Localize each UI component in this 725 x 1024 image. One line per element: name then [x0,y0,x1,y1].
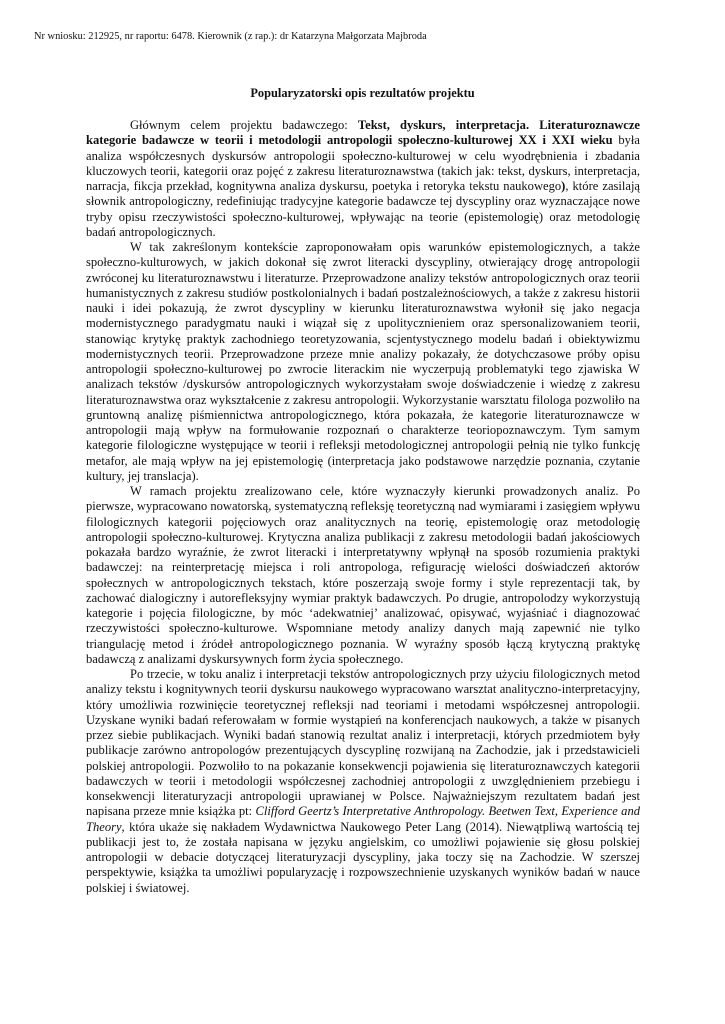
document-title: Popularyzatorski opis rezultatów projektu [250,86,475,100]
document-header: Nr wniosku: 212925, nr raportu: 6478. Kierownik (z rap.): dr Katarzyna Małgorzata Majbroda [34,31,427,42]
paragraph-1-bold-paren: ) [561,179,566,193]
project-title-bold: Tekst, dyskurs, interpretacja. Literaturoznawcze kategorie badawcze w teorii i metodologii antropologii społeczno-kulturowej XX i XXI wieku [86,118,640,148]
paragraph-1 [86,118,640,240]
paragraph-2: W tak zakreślonym kontekście zaproponowałam opis warunków epistemologicznych, a także społeczno-kulturowych, w jakich dokonał się zwrot literacki dyscypliny, otwierający drogę antropologii zwróconej ku literaturoznawstwu i literaturze. Przeprowadzone analizy tekstów antropologicznych oraz teorii humanistycznych z zakresu studiów postkolonialnych i badań postzależnościowych, a także z zakresu historii nauki i idei pokazują, że zwrot dyscypliny w kierunku literaturoznawstwa wyłonił się jako negacja modernistycznego paradygmatu nauki i wiązał się z upolitycznieniem oraz spersonalizowaniem teorii, stanowiąc krytykę praktyk zachodniego teoretyzowania, scjentystycznego modelu badań i obiektywizmu modernistycznych teorii. Przeprowadzone przeze mnie analizy pokazały, że dotychczasowe próby opisu antropologii społeczno-kulturowej po zwrocie literackim nie wyczerpują problematyki tego zjawiska W analizach tekstów /dyskursów antropologicznych wykorzystałam swoje doświadczenie i wiedzę z zakresu literaturoznawstwa oraz wykształcenie z zakresu antropologii. Wykorzystanie warsztatu filologa pozwoliło na gruntowną analizę piśmiennictwa antropologicznego, która pokazała, że kategorie literaturoznawcze w antropologii mają wpływ na formułowanie rozpoznań o charakterze teoriopoznawczym. Tym samym kategorie filologiczne występujące w teorii i refleksji metodologicznej antropologii pełnią nie tylko funkcję metafor, ale mają wpływ na jej epistemologię (interpretacja jako podstawowe narzędzie poznania, czytanie kultury, jej translacja). [86,240,640,483]
book-title-italic: Clifford Geertz’s Interpretative Anthropology. Beetwen Text, Experience and Theory [86,804,640,834]
paragraph-1-text: była analiza współczesnych dyskursów antropologii społeczno-kulturowej w celu wyodrębnienia i zbadania kluczowych teorii, kategorii oraz pojęć z zakresu literaturoznawstwa (takich jak: tekst, dyskurs, interpretacja, narracja, fikcja przekład, kognitywna analiza dyskursu, poetyka i retoryka tekstu naukowego [86,133,640,193]
paragraph-4 [86,667,640,896]
paragraph-3: W ramach projektu zrealizowano cele, które wyznaczyły kierunki prowadzonych analiz. Po pierwsze, wypracowano nowatorską, systematyczną refleksję teoretyczną nad wymiarami i zasięgiem wpływu filologicznych kategorii pojęciowych oraz analitycznych na teorię, epistemologię oraz metodologię antropologii społeczno-kulturowej. Krytyczna analiza publikacji z zakresu metodologii badań jakościowych pokazała bardzo wyraźnie, że zwrot literacki i interpretatywny wpłynął na sposób rozumienia praktyki badawczej: na reinterpretację miejsca i roli antropologa, refigurację wielości doświadczeń aktorów społecznych w antropologicznych tekstach, które poszerzają swoje formy i style reprezentacji tak, by zachować dialogiczny i autorefleksyjny wymiar praktyk badawczych. Po drugie, antropolodzy wykorzystują kategorie i pojęcia filologiczne, by móc ‘adekwatniej’ analizować, opisywać, wyjaśniać i diagnozować rzeczywistości społeczno-kulturowe. Wspomniane metody analizy danych mają zapewnić nie tylko triangulację metod i źródeł antropologicznego poznania. W wyraźny sposób łączą krytyczną praktykę badawczą z analizami dyskursywnych form życia społecznego. [86,484,640,666]
paragraph-1-tail: , które zasilają słownik antropologiczny, redefiniując tradycyjne kategorie badawcze tej dyscypliny oraz wyznaczające nowe tryby opisu rzeczywistości społeczno-kulturowej, wpływając na teorie (epistemologię) oraz metodologię badań antropologicznych. [86,179,640,239]
paragraph-4-tail: , która ukaże się nakładem Wydawnictwa Naukowego Peter Lang (2014). Niewątpliwą wartością tej publikacji jest to, że została napisana w języku angielskim, co umożliwi pojawienie się głosu polskiej antropologii w debacie dotyczącej literaturyzacji dyscypliny, jaka toczy się na Zachodzie. W szerszej perspektywie, książka ta umożliwi popularyzację i rozpowszechnienie uzyskanych wyników badań w nauce polskiej i światowej. [86,819,640,895]
paragraph-1-lead: Głównym celem projektu badawczego: [130,118,358,132]
document-body [86,118,640,896]
paragraph-4-lead: Po trzecie, w toku analiz i interpretacji tekstów antropologicznych przy użyciu filologicznych metod analizy tekstu i kognitywnych teorii dyskursu naukowego wypracowano warsztat analityczno-interpretacyjny, który umożliwia rozwinięcie teoretycznej refleksji nad teoriami i metodami współczesnej antropologii. Uzyskane wyniki badań referowałam w formie wystąpień na konferencjach naukowych, a także w pisanych przez siebie publikacjach. Wyniki badań stanowią rezultat analiz i interpretacji, których przedmiotem były publikacje zarówno antropologów prezentujących dyscyplinę rozwijaną na Zachodzie, jak i przedstawicieli polskiej antropologii. Pozwoliło to na pokazanie konsekwencji pojawienia się literaturoznawczych kategorii badawczych w teorii i metodologii współczesnej zachodniej antropologii z uwzględnieniem przebiegu i konsekwencji literaturyzacji antropologii uprawianej w Polsce. Najważniejszym rezultatem badań jest napisana przeze mnie książka pt: [86,667,640,819]
